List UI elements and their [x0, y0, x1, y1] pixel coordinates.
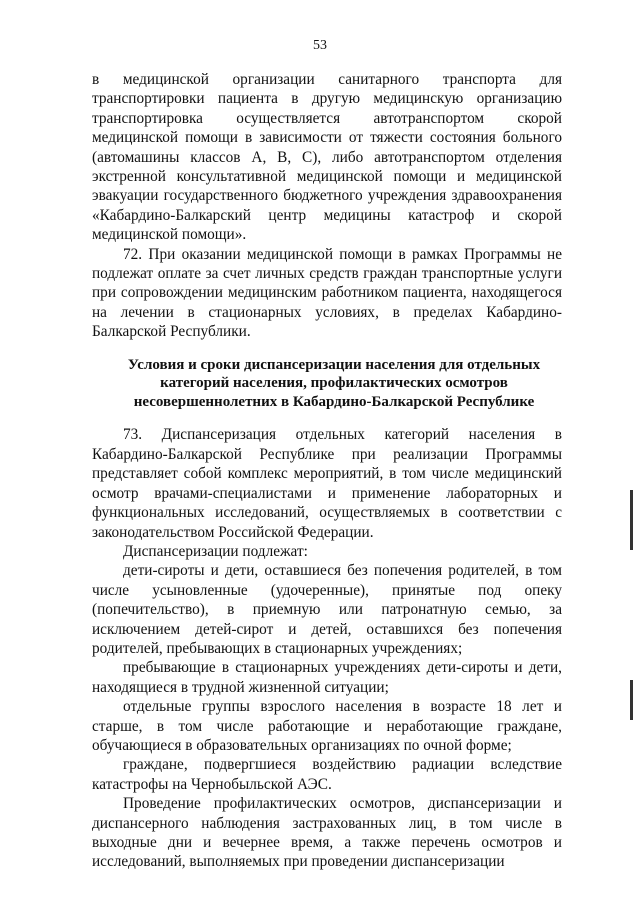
list-item-adults: отдельные группы взрослого населения в возрасте 18 лет и старше, в том числе работающие и неработающие граждане, обучающиеся в образовательных организациях по очной форме; — [92, 698, 562, 754]
scan-edge-mark — [630, 490, 633, 550]
list-item-institution-children: пребывающие в стационарных учреждениях дети-сироты и дети, находящиеся в трудной жизненной ситуации; — [92, 659, 562, 696]
document-body — [92, 70, 562, 872]
page-number: 53 — [313, 38, 327, 53]
scan-edge-mark — [630, 680, 633, 720]
list-item-chernobyl: граждане, подвергшиеся воздействию радиации вследствие катастрофы на Чернобыльской АЭС. — [92, 756, 562, 793]
paragraph-examinations: Проведение профилактических осмотров, диспансеризации и диспансерного наблюдения застрахованных лиц, в том числе в выходные дни и вечернее время, а также перечень осмотров и исследований, выполняемых при проведении диспансеризации — [92, 795, 562, 871]
section-heading — [92, 356, 562, 412]
section-heading-line: категорий населения, профилактических осмотров — [160, 375, 508, 392]
section-heading-line: несовершеннолетних в Кабардино-Балкарской Республике — [133, 393, 535, 410]
list-item-orphans: дети-сироты и дети, оставшиеся без попечения родителей, в том числе усыновленные (удочеренные), принятые под опеку (попечительство), в приемную или патронатную семью, за исключением детей-сирот и детей, оставшихся без попечения родителей, пребывающих в стационарных учреждениях; — [92, 562, 562, 657]
paragraph-73: 73. Диспансеризация отдельных категорий населения в Кабардино-Балкарской Республике при реализации Программы представляет собой комплекс мероприятий, в том числе медицинский осмотр врачами-специалистами и применение лабораторных и функциональных исследований, осуществляемых в соответствии с законодательством Российской Федерации. — [92, 426, 562, 541]
paragraph-subject-intro: Диспансеризации подлежат: — [123, 542, 308, 560]
section-heading-line: Условия и сроки диспансеризации населения для отдельных — [127, 356, 541, 373]
paragraph-72: 72. При оказании медицинской помощи в рамках Программы не подлежат оплате за счет личных средств граждан транспортные услуги при сопровождении медицинским работником пациента, находящегося на лечении в стационарных условиях, в пределах Кабардино-Балкарской Республики. — [92, 245, 562, 341]
paragraph-transport: в медицинской организации санитарного транспорта для транспортировки пациента в другую медицинскую организацию транспортировка осуществляется автотранспортом скорой медицинской помощи в зависимости от тяжести состояния больного (автомашины классов А, В, С), либо автотранспортом отделения экстренной консультативной медицинской помощи и медицинской эвакуации государственного бюджетного учреждения здравоохранения «Кабардино-Балкарский центр медицины катастроф и скорой медицинской помощи». — [92, 71, 562, 244]
